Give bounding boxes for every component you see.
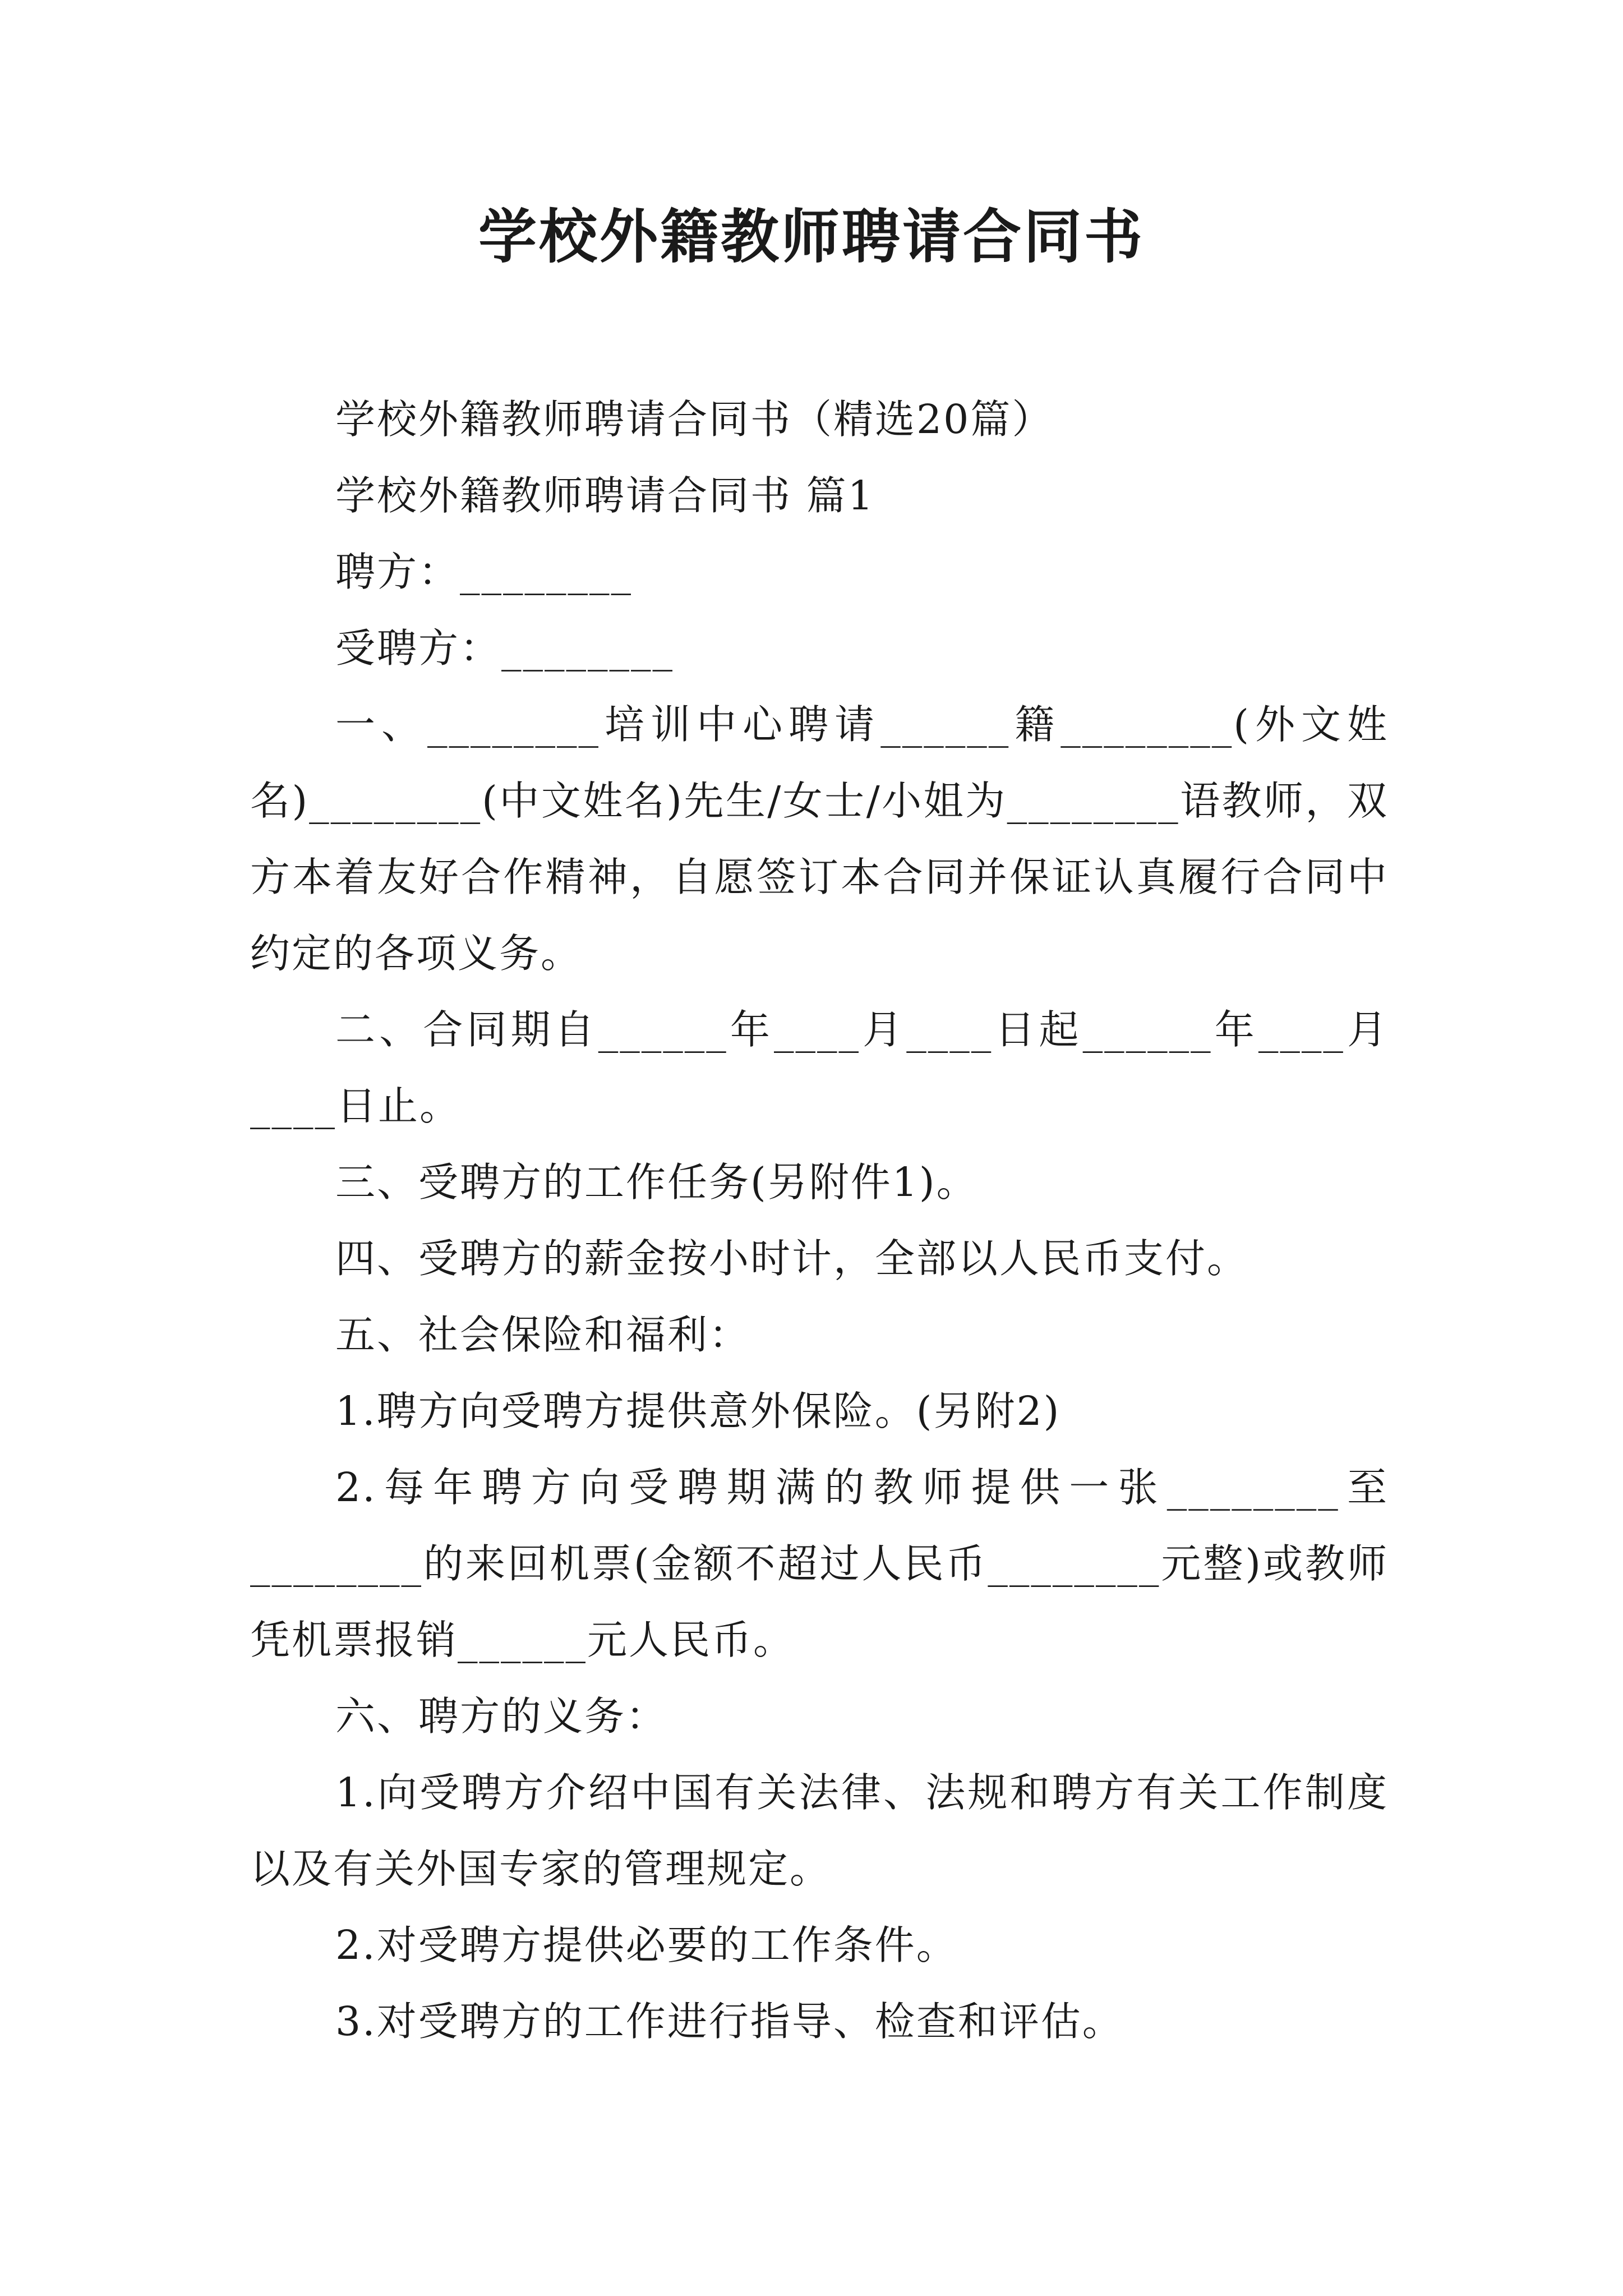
paragraph-clause-2: 二、合同期自______年____月____日起______年____月____日止。 (250, 1006, 1389, 1129)
paragraph-subtitle: 学校外籍教师聘请合同书（精选20篇） (335, 396, 1054, 443)
paragraph-employer: 聘方：________ (335, 549, 633, 595)
paragraph-clause-6-item-1: 1.向受聘方介绍中国有关法律、法规和聘方有关工作制度以及有关外国专家的管理规定。 (250, 1769, 1389, 1892)
paragraph-clause-3: 三、受聘方的工作任务(另附件1)。 (335, 1159, 978, 1205)
paragraph-clause-6-item-2: 2.对受聘方提供必要的工作条件。 (335, 1922, 958, 1968)
paragraph-clause-6-item-3: 3.对受聘方的工作进行指导、检查和评估。 (335, 1998, 1124, 2045)
paragraph-clause-5-item-2: 2.每年聘方向受聘期满的教师提供一张________至________的来回机票(金额不超过人民币________元整)或教师凭机票报销______元人民币。 (250, 1464, 1389, 1663)
document-title: 学校外籍教师聘请合同书 (478, 202, 1145, 271)
paragraph-clause-5: 五、社会保险和福利： (335, 1312, 751, 1358)
document-body (250, 381, 1389, 2060)
paragraph-clause-4: 四、受聘方的薪金按小时计，全部以人民币支付。 (335, 1235, 1249, 1282)
paragraph-clause-5-item-1: 1.聘方向受聘方提供意外保险。(另附2) (335, 1388, 1061, 1434)
paragraph-section-heading: 学校外籍教师聘请合同书 篇1 (335, 472, 875, 519)
paragraph-employee: 受聘方：________ (335, 625, 675, 671)
paragraph-clause-6: 六、聘方的义务： (335, 1693, 668, 1740)
paragraph-clause-1: 一、________培训中心聘请______籍________(外文姓名)________(中文姓名)先生/女士/小姐为________语教师，双方本着友好合作精神，自愿签订本合同并保证认真履行合同中约定的各项义务。 (250, 701, 1389, 977)
